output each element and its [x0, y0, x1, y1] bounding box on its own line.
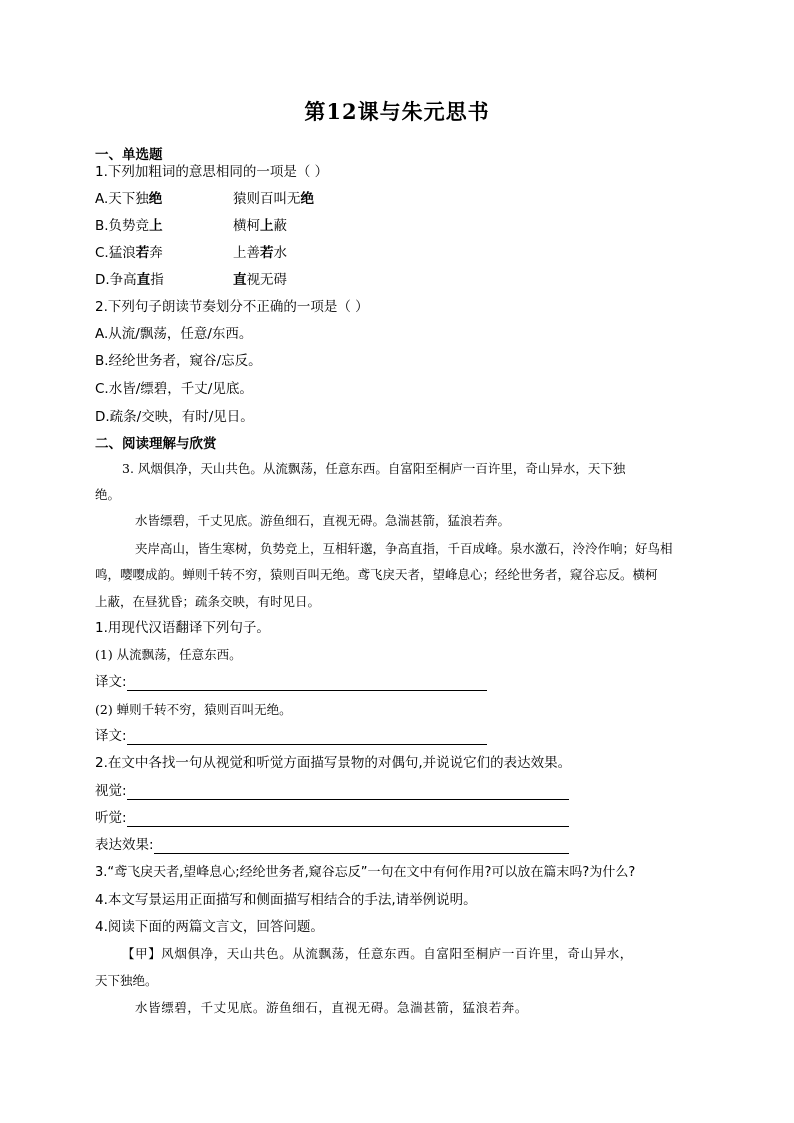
q1-option-d-compare — [233, 271, 287, 289]
page-title: 第12课与朱元思书 — [304, 99, 490, 124]
r2-visual-answer — [95, 782, 569, 800]
q1-option-a-compare — [233, 190, 314, 208]
option-text: 水 — [273, 245, 287, 261]
bold-word: 绝 — [300, 191, 314, 207]
bold-word: 若 — [135, 245, 150, 261]
bold-word: 上 — [149, 218, 163, 234]
section-heading-reading: 二、阅读理解与欣赏 — [95, 436, 217, 452]
jia-passage-line: 【甲】风烟俱净，天山共色。从流飘荡，任意东西。自富阳至桐庐一百许里，奇山异水， — [122, 946, 633, 961]
bold-word: 直 — [136, 272, 151, 288]
answer-label: 译文: — [95, 728, 127, 744]
q2-stem: 2.下列句子朗读节奏划分不正确的一项是（ ） — [95, 299, 369, 315]
r2-stem: 2.在文中各找一句从视觉和听觉方面描写景物的对偶句,并说说它们的表达效果。 — [95, 755, 572, 771]
passage-line: 绝。 — [95, 487, 121, 502]
bold-word: 直 — [233, 272, 247, 288]
option-text: D.争高 — [95, 272, 137, 288]
bold-word: 上 — [260, 218, 274, 234]
passage-line: 上蔽，在昼犹昏；疏条交映，有时见日。 — [95, 594, 321, 609]
q2-option-b: B.经纶世务者，窥谷/忘反。 — [95, 353, 262, 369]
answer-label: 译文: — [95, 674, 127, 690]
passage-line: 夹岸高山，皆生寒树，负势竞上，互相轩邈，争高直指，千百成峰。泉水激石，泠泠作响；好鸟相 — [135, 541, 673, 556]
q1-option-c-compare — [233, 244, 287, 262]
answer-label: 听觉: — [95, 810, 127, 826]
r2-effect-answer — [95, 836, 569, 854]
q4-stem: 4.阅读下面的两篇文言文，回答问题。 — [95, 919, 324, 935]
answer-blank[interactable] — [127, 677, 487, 691]
r3-question: 3.“鸢飞戾天者,望峰息心;经纶世务者,窥谷忘反”一句在文中有何作用?可以放在篇末吗?为什么? — [95, 865, 636, 880]
q1-option-c — [95, 244, 163, 262]
passage-line: 3. 风烟俱净，天山共色。从流飘荡，任意东西。自富阳至桐庐一百许里，奇山异水，天下独 — [122, 461, 626, 476]
option-text: 蔽 — [273, 218, 287, 234]
r2-audio-answer — [95, 809, 569, 827]
jia-passage-line: 天下独绝。 — [95, 973, 158, 988]
option-text: 横柯 — [233, 218, 260, 234]
r1-answer-1 — [95, 673, 487, 691]
answer-label: 视觉: — [95, 783, 127, 799]
q1-option-a — [95, 190, 162, 208]
r4-question: 4.本文写景运用正面描写和侧面描写相结合的手法,请举例说明。 — [95, 892, 477, 908]
q1-stem: 1.下列加粗词的意思相同的一项是（ ） — [95, 164, 329, 180]
q2-option-d: D.疏条/交映，有时/见日。 — [95, 409, 254, 425]
q2-option-a: A.从流/飘荡，任意/东西。 — [95, 326, 253, 342]
option-text: 上善 — [233, 245, 260, 261]
section-heading-single-choice: 一、单选题 — [95, 147, 163, 163]
option-text: B.负势竞 — [95, 218, 150, 234]
bold-word: 若 — [260, 245, 274, 261]
passage-line: 水皆缥碧，千丈见底。游鱼细石，直视无碍。急湍甚箭，猛浪若奔。 — [135, 513, 511, 528]
option-text: C.猛浪 — [95, 245, 136, 261]
q1-option-b-compare — [233, 217, 287, 235]
bold-word: 绝 — [148, 191, 163, 207]
option-text: 奔 — [149, 245, 163, 261]
answer-blank[interactable] — [154, 840, 569, 854]
answer-blank[interactable] — [127, 731, 487, 745]
r1-answer-2 — [95, 727, 487, 745]
r1-stem: 1.用现代汉语翻译下列句子。 — [95, 620, 270, 636]
answer-blank[interactable] — [127, 813, 569, 827]
jia-passage-line: 水皆缥碧，千丈见底。游鱼细石，直视无碍。急湍甚箭，猛浪若奔。 — [135, 1000, 529, 1015]
answer-blank[interactable] — [127, 786, 569, 800]
r1-sentence-1: (1) 从流飘荡，任意东西。 — [95, 647, 242, 662]
q2-option-c: C.水皆/缥碧，千丈/见底。 — [95, 381, 253, 397]
q1-option-d — [95, 271, 164, 289]
option-text: 指 — [150, 272, 164, 288]
option-text: 视无碍 — [246, 272, 287, 288]
q1-option-b — [95, 217, 163, 235]
r1-sentence-2: (2) 蝉则千转不穷，猿则百叫无绝。 — [95, 702, 292, 717]
answer-label: 表达效果: — [95, 837, 154, 853]
option-text: A.天下独 — [95, 191, 149, 207]
option-text: 猿则百叫无 — [233, 191, 301, 207]
passage-line: 鸣，嘤嘤成韵。蝉则千转不穷，猿则百叫无绝。鸢飞戾天者，望峰息心；经纶世务者，窥谷忘反。横柯 — [95, 567, 658, 582]
